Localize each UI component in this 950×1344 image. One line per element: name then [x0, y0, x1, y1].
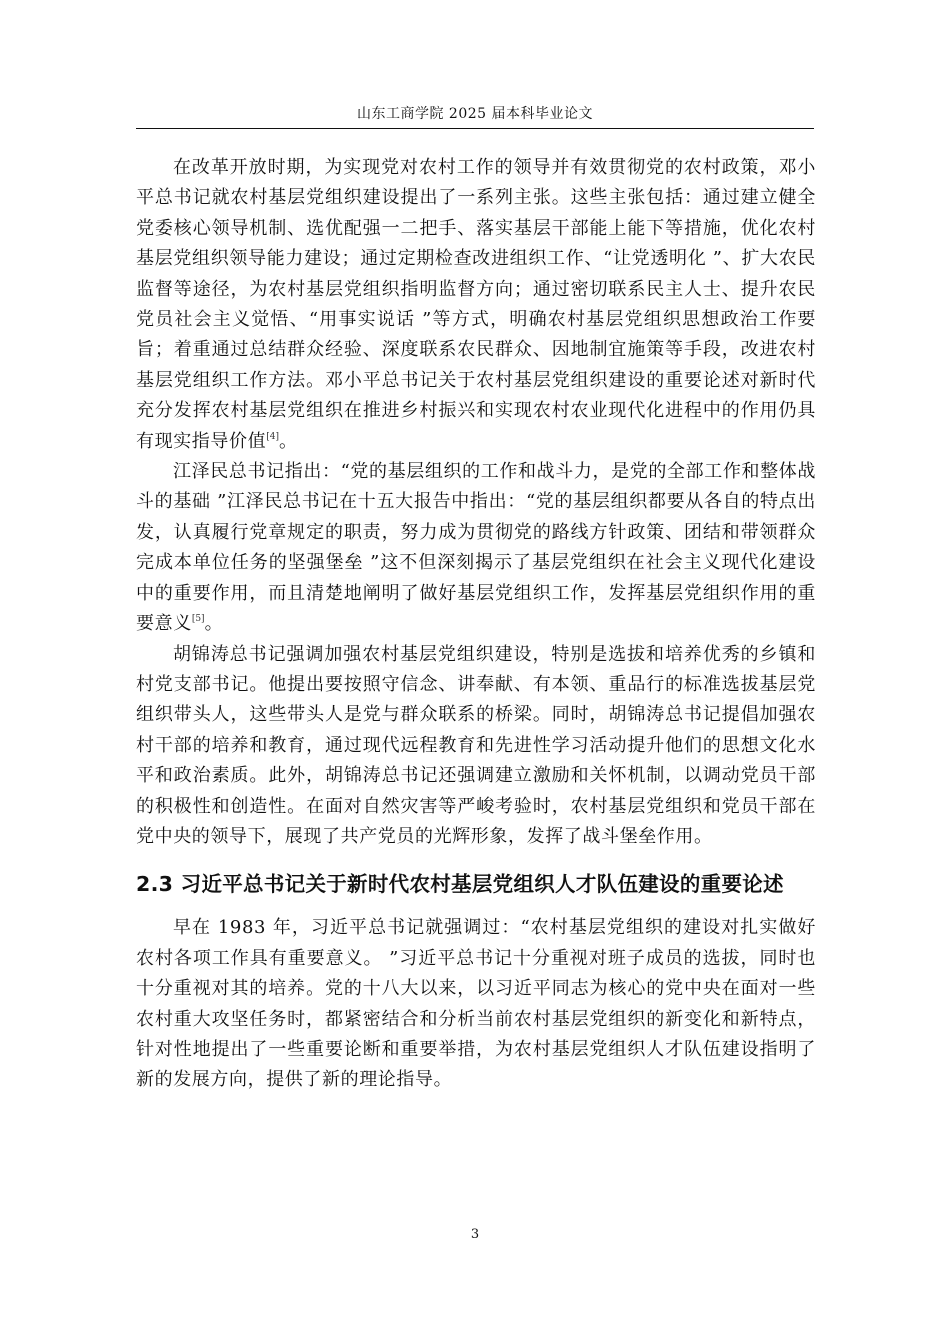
citation-5: [5]	[191, 614, 205, 625]
body-text	[136, 153, 816, 1096]
header-rule	[136, 128, 814, 129]
page-number: 3	[470, 1227, 480, 1242]
paragraph-text: 胡锦涛总书记强调加强农村基层党组织建设，特别是选拔和培养优秀的乡镇和村党支部书记。他提出要按照守信念、讲奉献、有本领、重品行的标准选拔基层党组织带头人，这些带头人是党与群众联系的桥梁。同时，胡锦涛总书记提倡加强农村干部的培养和教育，通过现代远程教育和先进性学习活动提升他们的思想文化水平和政治素质。此外，胡锦涛总书记还强调建立激励和关怀机制，以调动党员干部的积极性和创造性。在面对自然灾害等严峻考验时，农村基层党组织和党员干部在党中央的领导下，展现了共产党员的光辉形象，发挥了战斗堡垒作用。	[136, 643, 816, 847]
paragraph-xi-jinping	[136, 913, 816, 1095]
paragraph-text: 江泽民总书记指出：“党的基层组织的工作和战斗力，是党的全部工作和整体战斗的基础 ”江泽民总书记在十五大报告中指出：“党的基层组织都要从各自的特点出发，认真履行党章规定的职责，努力成为贯彻党的路线方针政策、团结和带领群众完成本单位任务的坚强堡垒 ”这不但深刻揭示了基层党组织在社会主义现代化建设中的重要作用，而且清楚地阐明了做好基层党组织工作，发挥基层党组织作用的重要意义	[136, 461, 816, 635]
citation-4: [4]	[266, 431, 279, 442]
section-heading: 2.3 习近平总书记关于新时代农村基层党组织人才队伍建设的重要论述	[136, 872, 784, 897]
paragraph-text: 在改革开放时期，为实现党对农村工作的领导并有效贯彻党的农村政策，邓小平总书记就农村基层党组织建设提出了一系列主张。这些主张包括：通过建立健全党委核心领导机制、选优配强一二把手、落实基层干部能上能下等措施，优化农村基层党组织领导能力建设；通过定期检查改进组织工作、“让党透明化 ”、扩大农民监督等途径，为农村基层党组织指明监督方向；通过密切联系民主人士、提升农民党员社会主义觉悟、“用事实说话 ”等方式，明确农村基层党组织思想政治工作要旨；着重通过总结群众经验、深度联系农民群众、因地制宜施策等手段，改进农村基层党组织工作方法。邓小平总书记关于农村基层党组织建设的重要论述对新时代充分发挥农村基层党组织在推进乡村振兴和实现农村农业现代化进程中的作用仍具有现实指导价值	[136, 157, 816, 452]
running-header: 山东工商学院 2025 届本科毕业论文	[356, 106, 594, 122]
paragraph-tail: 。	[204, 613, 224, 635]
paragraph-hu-jintao	[136, 640, 816, 853]
paragraph-tail: 。	[278, 430, 298, 452]
paragraph-text: 早在 1983 年，习近平总书记就强调过：“农村基层党组织的建设对扎实做好农村各项工作具有重要意义。 ”习近平总书记十分重视对班子成员的选拔，同时也十分重视对其的培养。党的十八大以来，以习近平同志为核心的党中央在面对一些农村重大攻坚任务时，都紧密结合和分析当前农村基层党组织的新变化和新特点，针对性地提出了一些重要论断和重要举措，为农村基层党组织人才队伍建设指明了新的发展方向，提供了新的理论指导。	[136, 917, 816, 1091]
paragraph-deng-xiaoping	[136, 153, 816, 457]
paragraph-jiang-zemin	[136, 457, 816, 639]
